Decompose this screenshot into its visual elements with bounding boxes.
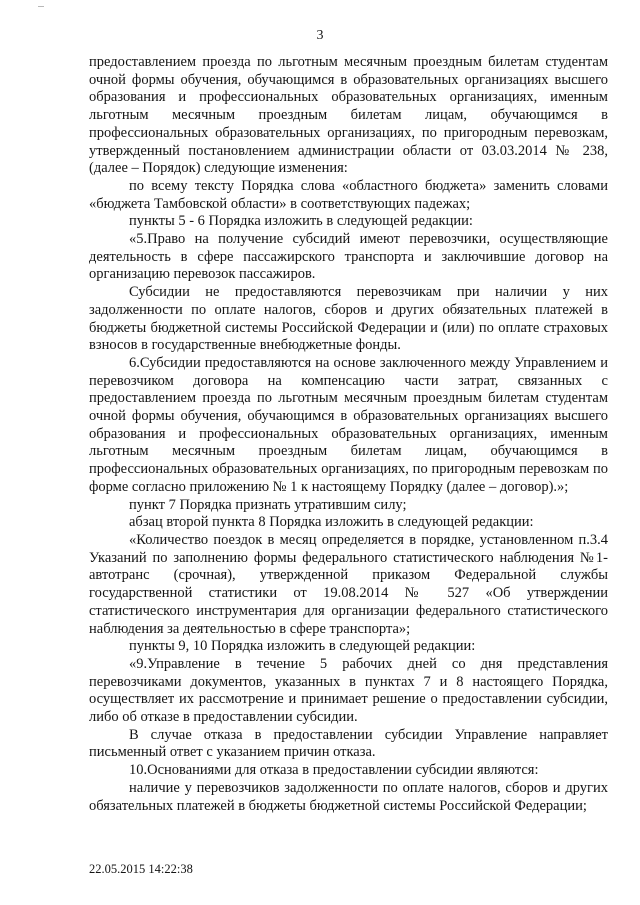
document-body <box>89 54 608 815</box>
paragraph-debt-ground: наличие у перевозчиков задолженности по оплате налогов, сборов и других обязательных платежей в бюджеты бюджетной системы Российской Федерации; <box>89 779 608 814</box>
paragraph-refusal-notice: В случае отказа в предоставлении субсидии Управление направляет письменный ответ с указанием причин отказа. <box>89 726 608 761</box>
paragraph-item-8-heading: абзац второй пункта 8 Порядка изложить в следующей редакции: <box>129 514 534 531</box>
paragraph-item-10: 10.Основаниями для отказа в предоставлении субсидии являются: <box>129 762 539 779</box>
paragraph-items-5-6-heading: пункты 5 - 6 Порядка изложить в следующей редакции: <box>129 213 473 230</box>
print-timestamp: 22.05.2015 14:22:38 <box>89 862 193 876</box>
paragraph-budget-wording: по всему тексту Порядка слова «областного бюджета» заменить словами «бюджета Тамбовской области» в соответствующих падежах; <box>89 177 608 212</box>
paragraph-item-9: «9.Управление в течение 5 рабочих дней со дня представления перевозчиками документов, указанных в пунктах 7 и 8 настоящего Порядка, осуществляет их рассмотрение и принимает решение о предоставлении субсидии, либо об отказе в предоставлении субсидии. <box>89 655 608 726</box>
paragraph-items-9-10-heading: пункты 9, 10 Порядка изложить в следующей редакции: <box>129 638 476 655</box>
scan-corner-mark <box>38 6 44 9</box>
paragraph-subsidy-restriction: Субсидии не предоставляются перевозчикам при наличии у них задолженности по оплате налогов, сборов и других обязательных платежей в бюджеты бюджетной системы Российской Федерации и (или) по оплате страховых взносов в государственные внебюджетные фонды. <box>89 284 608 354</box>
paragraph-item-7-void: пункт 7 Порядка признать утратившим силу; <box>129 496 407 513</box>
paragraph-item-6: 6.Субсидии предоставляются на основе заключенного между Управлением и перевозчиком договора на компенсацию части затрат, связанных с предоставлением проезда по льготным месячным проездным билетам студентам очной формы обучения, обучающимся в образовательных организациях высшего образования и профессиональных образовательных организациях, именным льготным месячным проездным билетам лицам, обучающимся в профессиональных образовательных организациях, по пригородным перевозкам по форме согласно приложению № 1 к настоящему Порядку (далее – договор).»; <box>89 354 608 495</box>
page-number: 3 <box>316 28 324 43</box>
paragraph-item-5: «5.Право на получение субсидий имеют перевозчики, осуществляющие деятельность в сфере пассажирского транспорта и заключившие договор на организацию перевозок пассажиров. <box>89 231 608 283</box>
paragraph-trip-count: «Количество поездок в месяц определяется в порядке, установленном п.3.4 Указаний по заполнению формы федерального статистического наблюдения №1-автотранс (срочная), утвержденной приказом Федеральной службы государственной статистики от 19.08.2014 № 527 «Об утверждении статистического инструментария для организации федерального статистического наблюдения за деятельностью в сфере транспорта»; <box>89 531 608 637</box>
paragraph-intro-continuation: предоставлением проезда по льготным месячным проездным билетам студентам очной формы обучения, обучающимся в образовательных организациях высшего образования и профессиональных образовательных организациях, именным льготным месячным проездным билетам лицам, обучающимся в профессиональных образовательных организациях, по пригородным перевозкам, утвержденный постановлением администрации области от 03.03.2014 № 238, (далее – Порядок) следующие изменения: <box>89 54 608 177</box>
